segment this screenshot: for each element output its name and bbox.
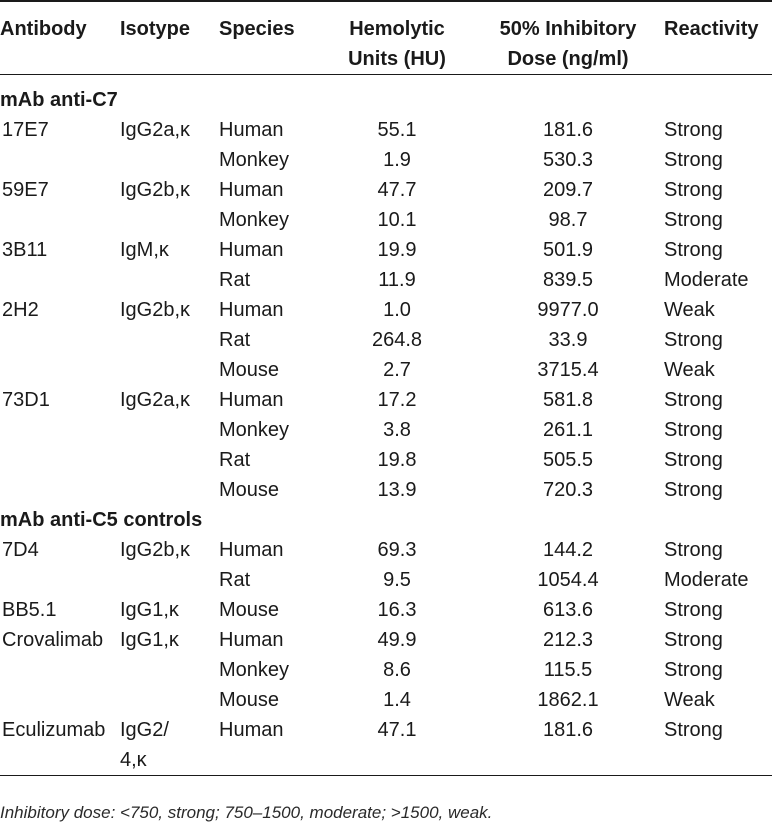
header-dose-line1: 50% Inhibitory: [499, 18, 637, 40]
reactivity-cell: Strong: [664, 179, 723, 201]
header-isotype: Isotype: [120, 18, 191, 40]
antibody-cell: 17E7: [2, 119, 49, 141]
table-row: [0, 685, 772, 715]
inhibitory-dose-cell: 261.1: [542, 419, 594, 441]
hemolytic-units-cell: 9.5: [383, 569, 411, 591]
species-cell: Mouse: [219, 479, 280, 501]
antibody-cell: [0, 355, 120, 385]
isotype-cell: [120, 415, 219, 445]
isotype-cell: [120, 325, 219, 355]
hemolytic-units-cell: 2.7: [383, 359, 411, 381]
reactivity-cell: Weak: [664, 359, 715, 381]
species-cell: Monkey: [219, 659, 290, 681]
antibody-cell: [0, 205, 120, 235]
inhibitory-dose-cell: 115.5: [543, 659, 593, 681]
header-inhibitory-dose: [472, 2, 664, 75]
table-row: [0, 325, 772, 355]
antibody-cell: Eculizumab: [2, 719, 106, 741]
inhibitory-dose-cell: 3715.4: [537, 359, 599, 381]
hemolytic-units-cell: 47.1: [377, 719, 417, 741]
antibody-table: [0, 2, 772, 776]
antibody-cell: [0, 655, 120, 685]
table-row: [0, 475, 772, 505]
table-row: [0, 115, 772, 145]
antibody-cell: [0, 475, 120, 505]
table-row: [0, 595, 772, 625]
inhibitory-dose-cell: 9977.0: [537, 299, 599, 321]
reactivity-cell: Strong: [664, 329, 723, 351]
species-cell: Human: [219, 179, 284, 201]
antibody-cell: [0, 415, 120, 445]
reactivity-cell: Moderate: [664, 269, 749, 291]
antibody-cell: 2H2: [2, 299, 39, 321]
isotype-cell: IgG2b,κ: [120, 299, 191, 321]
antibody-cell: 3B11: [2, 239, 48, 261]
reactivity-cell: Strong: [664, 719, 723, 741]
section-title: mAb anti-C7: [0, 89, 118, 111]
header-species: Species: [219, 18, 295, 40]
species-cell: Rat: [219, 329, 251, 351]
table-row: [0, 145, 772, 175]
table-row: [0, 235, 772, 265]
hemolytic-units-cell: 55.1: [377, 119, 417, 141]
hemolytic-units-cell: 13.9: [377, 479, 417, 501]
species-cell: Mouse: [219, 599, 280, 621]
isotype-cell: [120, 445, 219, 475]
species-cell: Rat: [219, 569, 251, 591]
isotype-cell: [120, 265, 219, 295]
reactivity-cell: Strong: [664, 599, 723, 621]
header-antibody: Antibody: [0, 18, 87, 40]
table-row: [0, 625, 772, 655]
inhibitory-dose-cell: 1054.4: [537, 569, 599, 591]
hemolytic-units-cell: 19.8: [377, 449, 417, 471]
species-cell: Human: [219, 119, 284, 141]
antibody-cell: [0, 565, 120, 595]
isotype-cell: IgM,κ: [120, 239, 169, 261]
inhibitory-dose-cell: 839.5: [542, 269, 594, 291]
isotype-cell: IgG2a,κ: [120, 119, 191, 141]
reactivity-cell: Strong: [664, 119, 723, 141]
hemolytic-units-cell: 49.9: [377, 629, 417, 651]
isotype-cell: IgG2b,κ: [120, 179, 191, 201]
hemolytic-units-cell: 47.7: [377, 179, 417, 201]
inhibitory-dose-cell: 209.7: [542, 179, 594, 201]
hemolytic-units-cell: 8.6: [383, 659, 411, 681]
table-row: [0, 445, 772, 475]
reactivity-cell: Strong: [664, 149, 723, 171]
hemolytic-units-cell: 1.4: [383, 689, 411, 711]
antibody-cell: [0, 145, 120, 175]
hemolytic-units-cell: 11.9: [378, 269, 416, 291]
reactivity-cell: Weak: [664, 689, 715, 711]
antibody-cell: 73D1: [2, 389, 50, 411]
section-title: mAb anti-C5 controls: [0, 509, 203, 531]
reactivity-cell: Strong: [664, 419, 723, 441]
table-row: [0, 265, 772, 295]
isotype-cell: [120, 355, 219, 385]
species-cell: Rat: [219, 269, 251, 291]
reactivity-cell: Strong: [664, 449, 723, 471]
inhibitory-dose-cell: 720.3: [542, 479, 594, 501]
hemolytic-units-cell: 69.3: [377, 539, 417, 561]
hemolytic-units-cell: 19.9: [377, 239, 417, 261]
isotype-cell: [120, 565, 219, 595]
isotype-cell: IgG1,κ: [120, 599, 179, 621]
isotype-cell: IgG1,κ: [120, 629, 179, 651]
species-cell: Human: [219, 389, 284, 411]
species-cell: Mouse: [219, 689, 280, 711]
inhibitory-dose-cell: 212.3: [542, 629, 594, 651]
table-row: [0, 205, 772, 235]
reactivity-cell: Strong: [664, 629, 723, 651]
isotype-cell: IgG2b,κ: [120, 539, 191, 561]
reactivity-cell: Strong: [664, 539, 723, 561]
header-dose-line2: Dose (ng/ml): [507, 48, 629, 70]
table-row: [0, 295, 772, 325]
species-cell: Human: [219, 299, 284, 321]
header-reactivity: Reactivity: [664, 18, 759, 40]
hemolytic-units-cell: 264.8: [371, 329, 423, 351]
species-cell: Human: [219, 719, 284, 741]
inhibitory-dose-cell: 181.6: [542, 119, 594, 141]
antibody-cell: [0, 445, 120, 475]
hemolytic-units-cell: 16.3: [377, 599, 417, 621]
species-cell: Human: [219, 629, 284, 651]
antibody-cell: 7D4: [2, 539, 39, 561]
species-cell: Mouse: [219, 359, 280, 381]
table-row: [0, 715, 772, 776]
table-body: [0, 75, 772, 776]
reactivity-cell: Strong: [664, 659, 723, 681]
section-row-anti-c7: [0, 75, 772, 116]
isotype-cell: [120, 205, 219, 235]
header-hemolytic-units: [322, 2, 472, 75]
hemolytic-units-cell: 1.0: [383, 299, 411, 321]
reactivity-cell: Strong: [664, 239, 723, 261]
table-header: [0, 2, 772, 75]
inhibitory-dose-cell: 501.9: [542, 239, 594, 261]
species-cell: Monkey: [219, 419, 290, 441]
inhibitory-dose-cell: 33.9: [548, 329, 588, 351]
reactivity-cell: Weak: [664, 299, 715, 321]
table-row: [0, 175, 772, 205]
species-cell: Human: [219, 539, 284, 561]
inhibitory-dose-cell: 1862.1: [537, 689, 599, 711]
reactivity-cell: Strong: [664, 479, 723, 501]
table-row: [0, 415, 772, 445]
table-row: [0, 355, 772, 385]
table-row: [0, 385, 772, 415]
isotype-cell: [120, 475, 219, 505]
table-footnote: Inhibitory dose: <750, strong; 750–1500, moderate; >1500, weak.: [0, 803, 493, 822]
isotype-line2: 4,κ: [120, 749, 147, 771]
table-row: [0, 655, 772, 685]
species-cell: Monkey: [219, 209, 290, 231]
hemolytic-units-cell: 3.8: [383, 419, 411, 441]
inhibitory-dose-cell: 505.5: [542, 449, 594, 471]
isotype-cell: [120, 145, 219, 175]
hemolytic-units-cell: 10.1: [377, 209, 417, 231]
header-hu-line1: Hemolytic: [349, 18, 445, 40]
antibody-cell: Crovalimab: [2, 629, 104, 651]
table-row: [0, 565, 772, 595]
isotype-cell: [120, 685, 219, 715]
antibody-cell: [0, 325, 120, 355]
species-cell: Rat: [219, 449, 251, 471]
inhibitory-dose-cell: 613.6: [542, 599, 594, 621]
antibody-cell: [0, 685, 120, 715]
table-row: [0, 535, 772, 565]
isotype-cell: [120, 655, 219, 685]
species-cell: Human: [219, 239, 284, 261]
header-hu-line2: Units (HU): [348, 48, 446, 70]
reactivity-cell: Moderate: [664, 569, 749, 591]
inhibitory-dose-cell: 98.7: [548, 209, 588, 231]
isotype-cell: IgG2a,κ: [120, 389, 191, 411]
inhibitory-dose-cell: 581.8: [542, 389, 594, 411]
isotype-line1: IgG2/: [120, 719, 169, 741]
antibody-cell: [0, 265, 120, 295]
section-row-anti-c5-controls: [0, 505, 772, 535]
reactivity-cell: Strong: [664, 389, 723, 411]
antibody-cell: BB5.1: [2, 599, 57, 621]
isotype-cell: [120, 715, 219, 776]
reactivity-cell: Strong: [664, 209, 723, 231]
hemolytic-units-cell: 1.9: [383, 149, 411, 171]
inhibitory-dose-cell: 181.6: [542, 719, 594, 741]
inhibitory-dose-cell: 530.3: [542, 149, 594, 171]
hemolytic-units-cell: 17.2: [377, 389, 417, 411]
species-cell: Monkey: [219, 149, 290, 171]
inhibitory-dose-cell: 144.2: [542, 539, 594, 561]
antibody-cell: 59E7: [2, 179, 49, 201]
